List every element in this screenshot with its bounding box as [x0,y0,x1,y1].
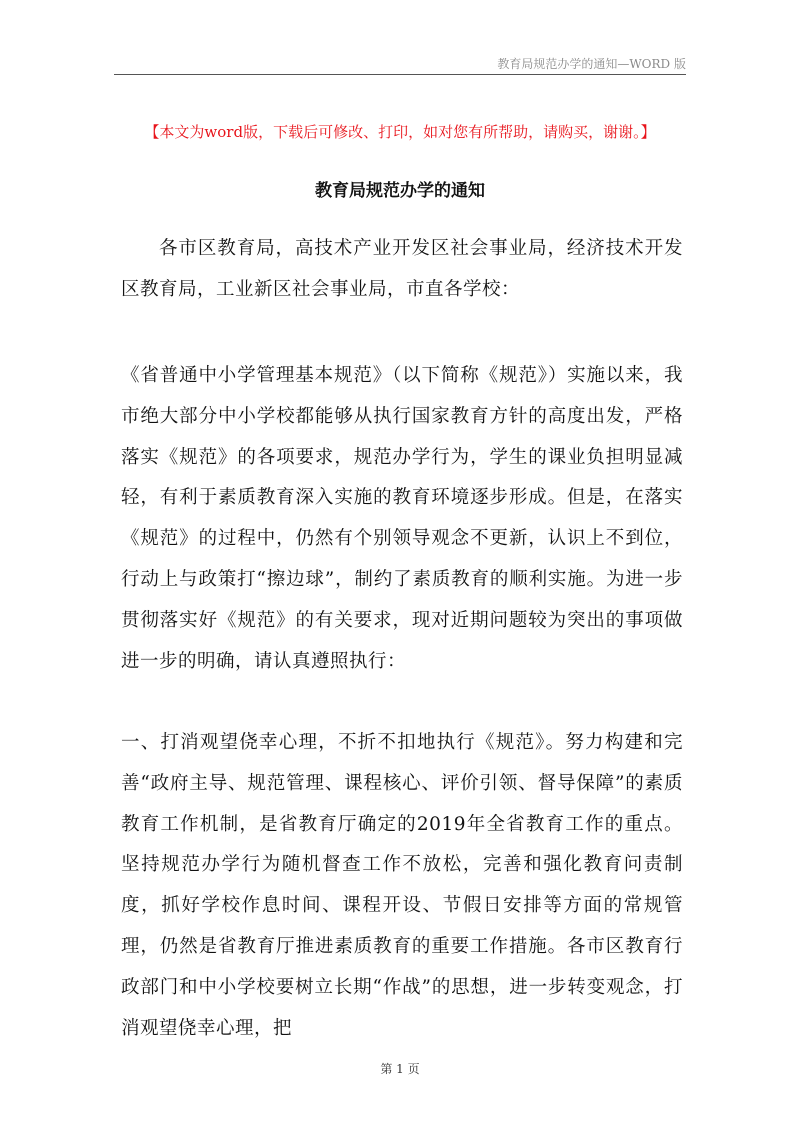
page-number: 第 1 页 [380,1062,420,1076]
document-title: 教育局规范办学的通知 [315,181,485,201]
paragraph-intro: 《省普通中小学管理基本规范》（以下简称《规范》）实施以来，我市绝大部分中小学校都能够从执行国家教育方针的高度出发，严格落实《规范》的各项要求，规范办学行为，学生的课业负担明显减轻，有利于素质教育深入实施的教育环境逐步形成。但是，在落实《规范》的过程中，仍然有个别领导观念不更新，认识上不到位，行动上与政策打“擦边球”，制约了素质教育的顺利实施。为进一步贯彻落实好《规范》的有关要求，现对近期问题较为突出的事项做进一步的明确，请认真遵照执行： [121,365,683,672]
purchase-notice: 【本文为word版，下载后可修改、打印，如对您有所帮助，请购买，谢谢。】 [144,123,656,141]
running-header: 教育局规范办学的通知—WORD 版 [497,57,686,71]
header-divider [114,74,686,75]
paragraph-section-one: 一、打消观望侥幸心理，不折不扣地执行《规范》。努力构建和完善“政府主导、规范管理、课程核心、评价引领、督导保障”的素质教育工作机制，是省教育厅确定的2019年全省教育工作的重点。坚持规范办学行为随机督查工作不放松，完善和强化教育问责制度，抓好学校作息时间、课程开设、节假日安排等方面的常规管理，仍然是省教育厅推进素质教育的重要工作措施。各市区教育行政部门和中小学校要树立长期“作战”的思想，进一步转变观念，打消观望侥幸心理，把 [121,732,683,1039]
paragraph-salutation: 各市区教育局，高技术产业开发区社会事业局，经济技术开发区教育局，工业新区社会事业局，市直各学校： [121,238,683,300]
